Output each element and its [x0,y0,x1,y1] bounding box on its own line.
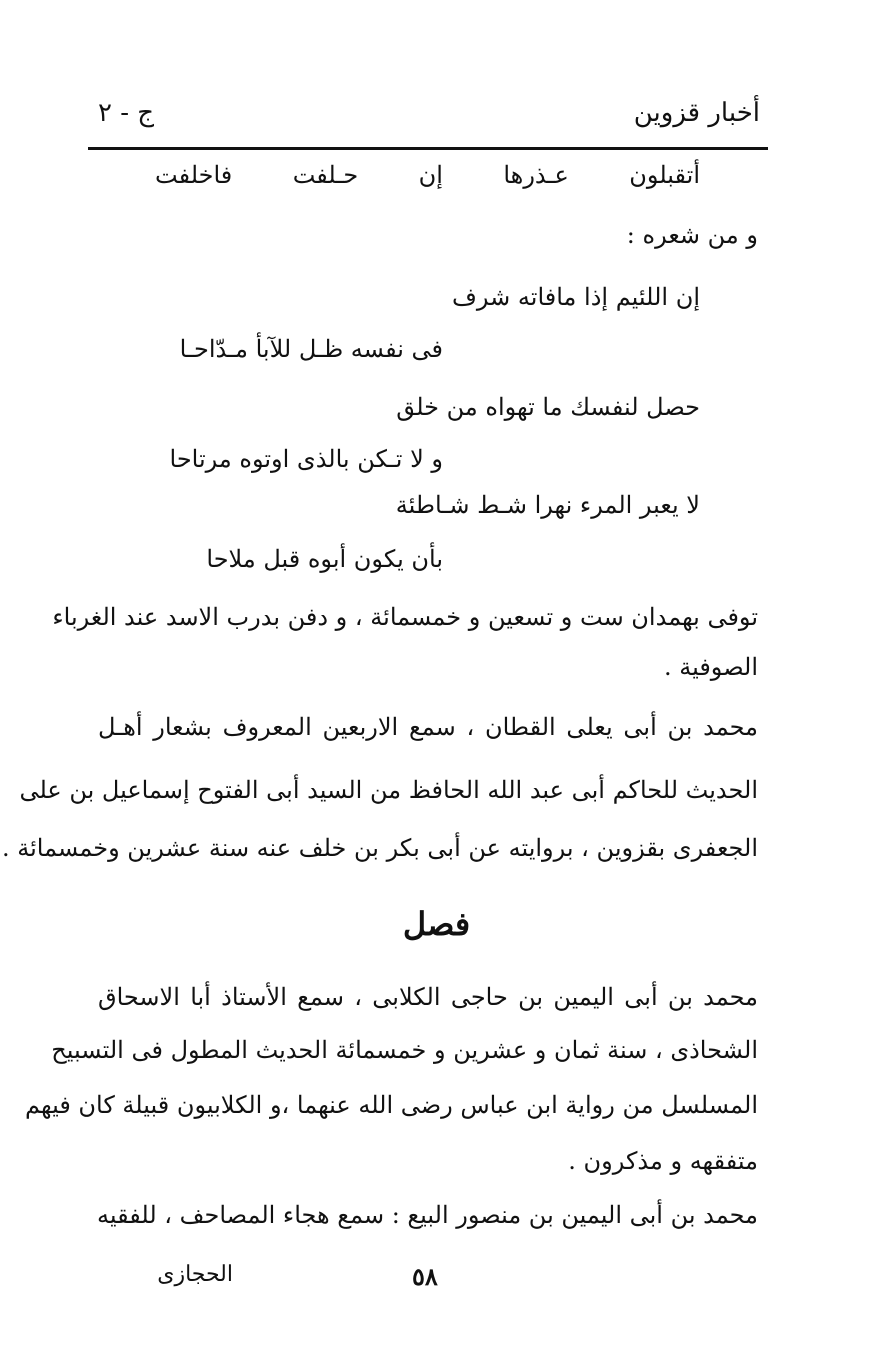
verse-line: أتقبلون عـذرها إن حـلفت فاخلفت [155,161,700,189]
text-line: محمد بن أبى اليمين بن منصور البيع : سمع هجاء المصاحف ، للفقيه [96,1201,758,1229]
text-line: الحديث للحاكم أبى عبد الله الحافظ من السيد أبى الفتوح إسماعيل بن على [19,776,758,804]
text-line: الصوفية . [663,653,758,681]
text-line: الشحاذى ، سنة ثمان و عشرين و خمسمائة الحديث المطول فى التسبيح [51,1036,758,1064]
verse-hemistich: فى نفسه ظـل للآبأ مـدّاحـا [179,335,443,363]
book-title: أخبار قزوين [633,98,760,128]
page-number: ٥٨ [412,1262,438,1291]
section-heading: فصل [402,905,471,943]
text-line: و من شعره : [626,221,758,249]
verse-hemistich: لا يعبر المرء نهرا شـط شـاطئة [395,491,700,519]
text-line: المسلسل من رواية ابن عباس رضى الله عنهما ،و الكلابيون قبيلة كان فيهم [25,1091,758,1119]
verse-hemistich: بأن يكون أبوه قبل ملاحا [206,545,443,573]
text-line: الجعفرى بقزوين ، بروايته عن أبى بكر بن خلف عنه سنة عشرين وخمسمائة . [1,834,758,862]
header-rule [88,147,768,150]
running-header [88,96,768,142]
text-line: محمد بن أبى اليمين بن حاجى الكلابى ، سمع الأستاذ أبا الاسحاق [98,983,758,1011]
text-line: توفى بهمدان ست و تسعين و خمسمائة ، و دفن بدرب الاسد عند الغرباء [52,603,758,631]
volume-number: ج - ٢ [98,98,155,128]
text-line: محمد بن أبى يعلى القطان ، سمع الاربعين المعروف بشعار أهـل [98,713,758,741]
text-line: متفقهه و مذكرون . [568,1147,758,1175]
verse-hemistich: و لا تـكن بالذى اوتوه مرتاحا [169,445,443,473]
verse-hemistich: حصل لنفسك ما تهواه من خلق [396,393,700,421]
printer-name: الحجازى [157,1262,233,1287]
verse-hemistich: إن اللئيم إذا مافاته شرف [452,283,700,311]
